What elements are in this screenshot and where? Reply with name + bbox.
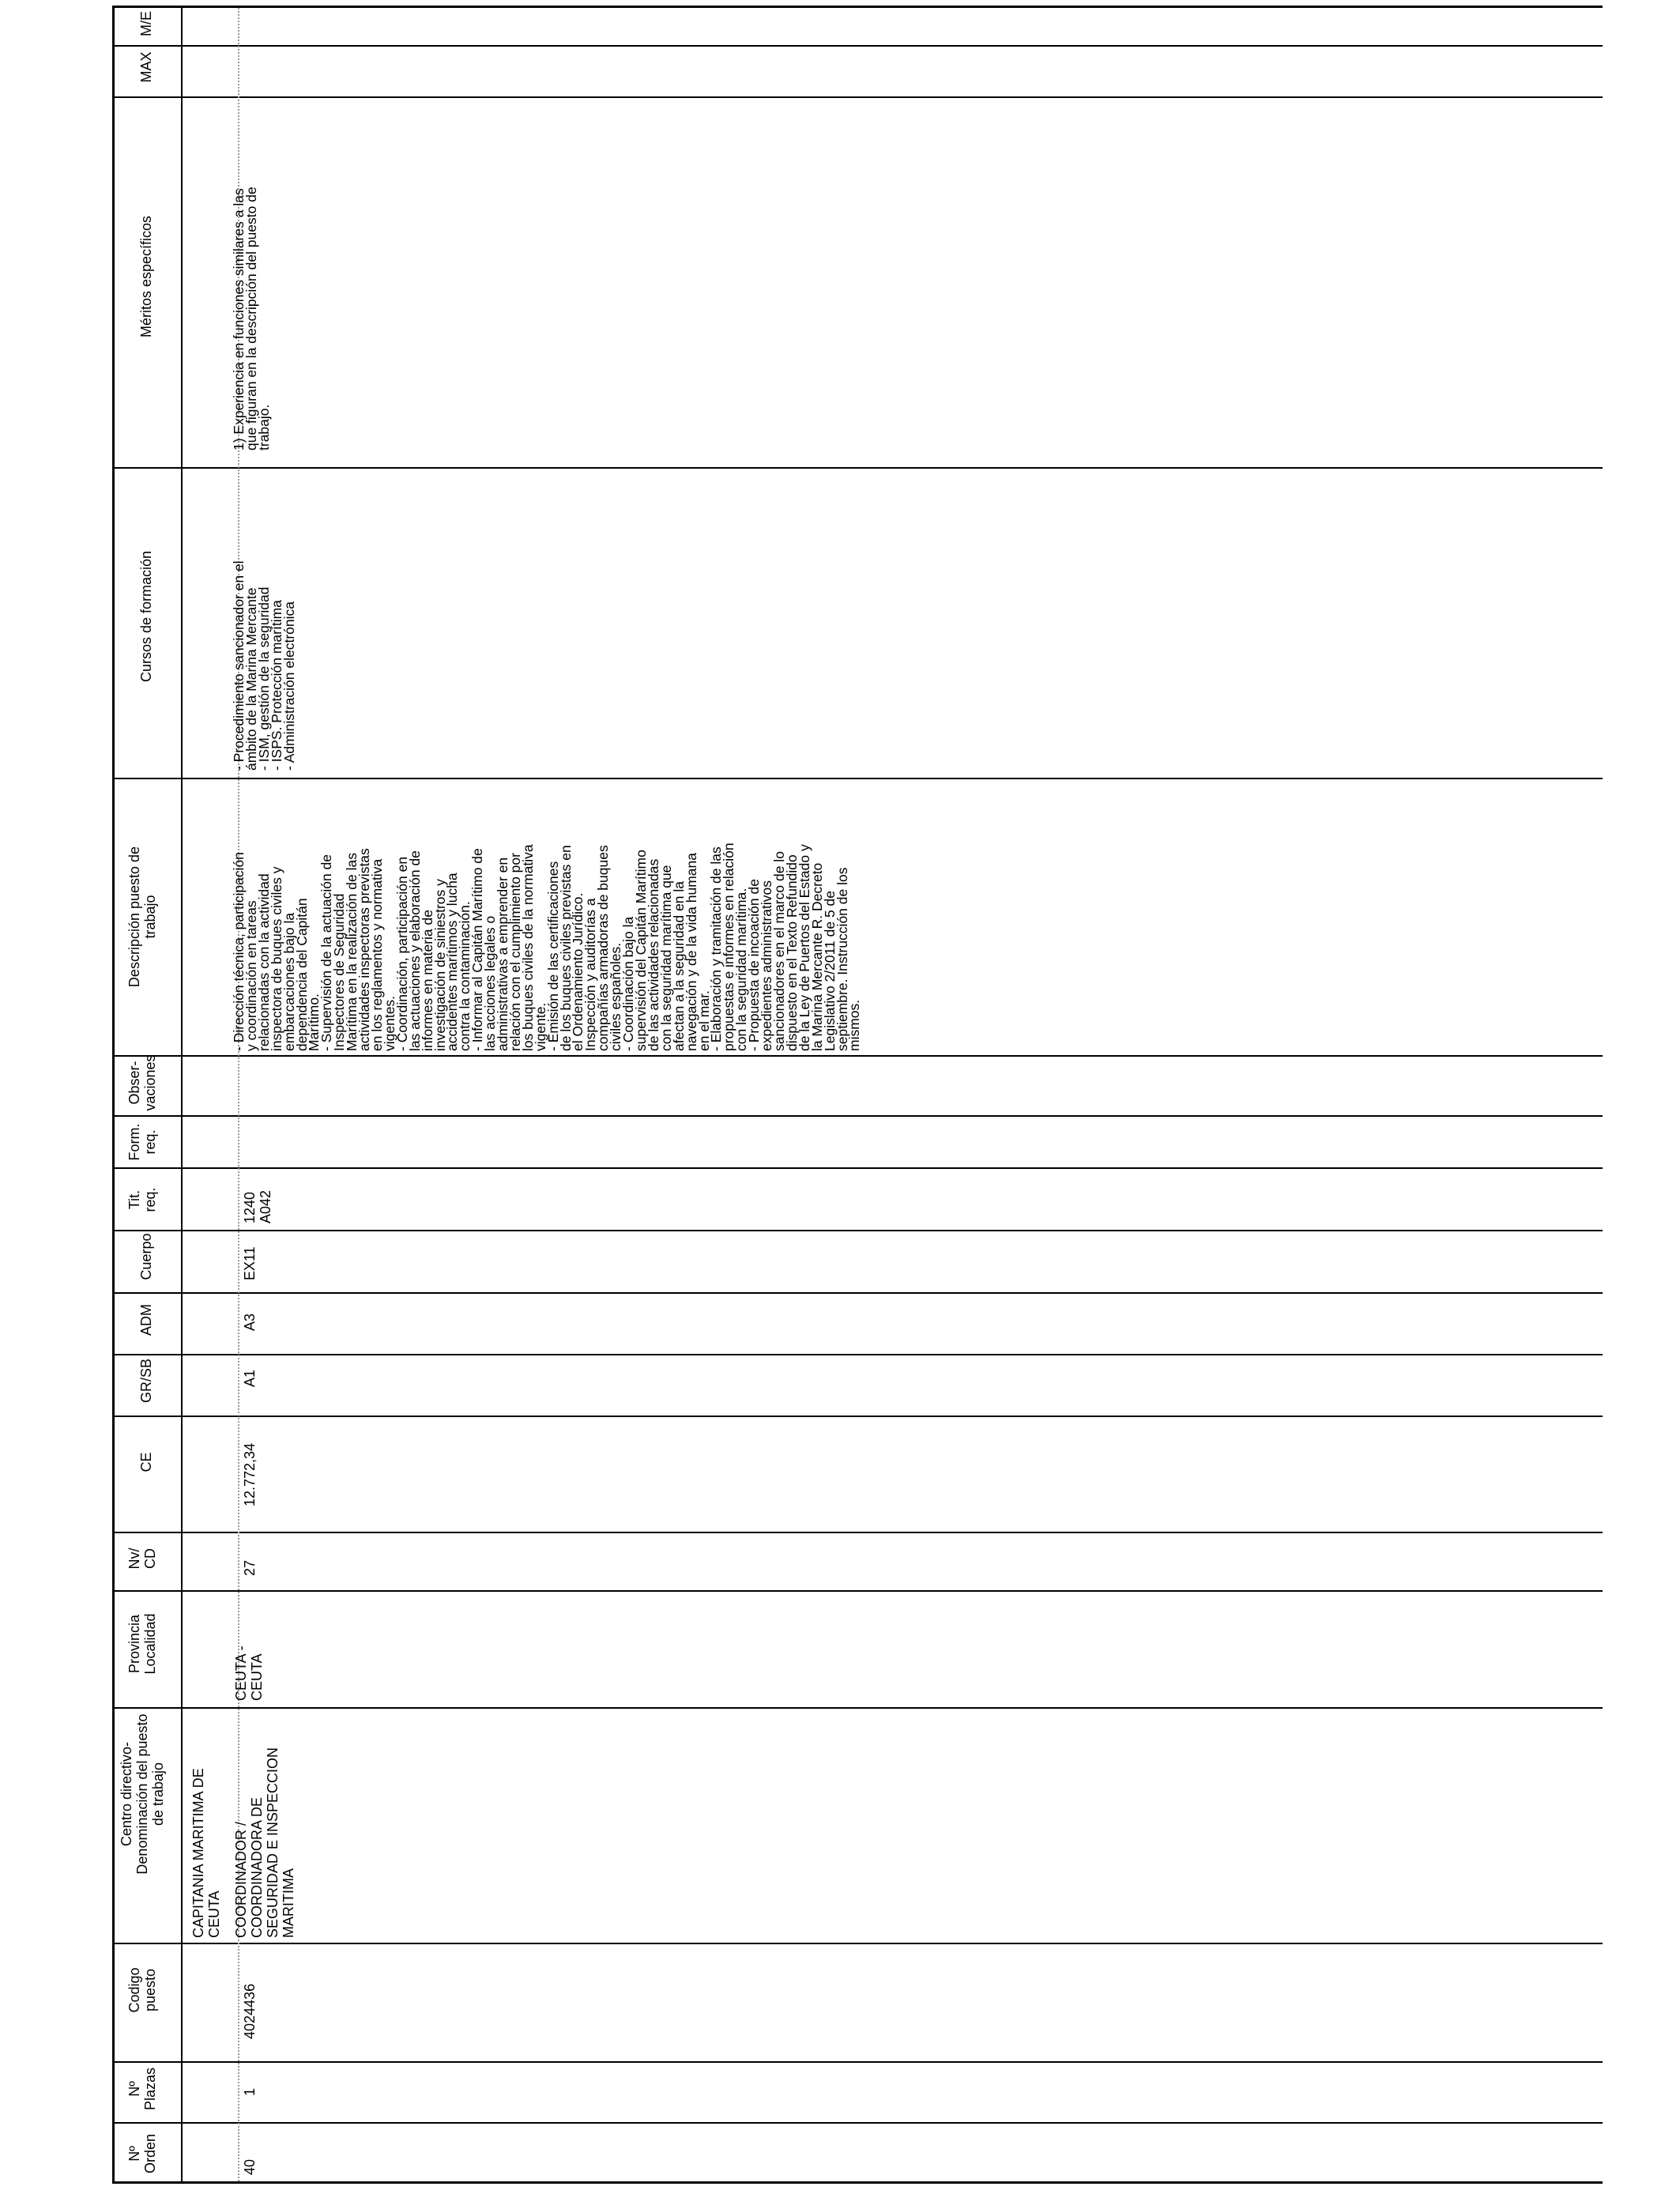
- header-centro: Centro directivo- Denominación del puesto de trabajo: [119, 1713, 166, 1875]
- column-border: [112, 1416, 1603, 1417]
- header-row-border: [181, 6, 183, 2184]
- column-border: [112, 1532, 1603, 1533]
- header-adm: ADM: [138, 1304, 154, 1336]
- column-border: [112, 1590, 1603, 1592]
- header-descripcion: Descripción puesto de trabajo: [126, 846, 158, 988]
- header-nivel: Nv/ CD: [126, 1547, 158, 1570]
- table-bottom-border: [112, 2181, 1603, 2184]
- header-meritos: Méritos específicos: [138, 215, 154, 338]
- column-border: [112, 467, 1603, 469]
- column-border: [112, 2122, 1603, 2124]
- cell-descripcion: - Dirección técnica, participación y coordinación en tareas relacionadas con la actividad inspectora de buques civiles y embarcaciones bajo la dependencia del Capitán Marítimo. - Supervisión de la actuación de Inspectores de Seguridad Marítima en la realización de las actividades inspectoras previstas en los reglamentos y normativa vigentes. - Coordinación, participación en las actuaciones y elaboración de informes en materia de investigación de siniestros y accidentes marítimos y lucha contra la contaminación. - Informar al Capitán Marítimo de las acciones legales o administrativas a emprender en relación con el cumplimiento por los buques civiles de la normativa vigente. - Emisión de las certificaciones de los buques civiles previstas en el Ordenamiento Jurídico. Inspección y auditorías a compañías armadoras de buques civiles españoles. - Coordinación bajo la supervisión del Capitán Marítimo de las actividades relacionadas con la seguridad marítima que afectan a la seguridad en la navegación y de la vida humana en el mar. - Elaboración y tramitación de las propuestas e informes en relación con la seguridad marítima. - Propuesta de incoación de expedientes administrativos sancionadores en el marco de lo dispuesto en el Texto Refundido de la Ley de Puertos del Estado y la Marina Mercante R. Decreto Legislativo 2/2011 de 5 de septiembre. Instrucción de los mismos.: [231, 843, 863, 1051]
- cell-grupo: A1: [242, 1369, 258, 1387]
- column-border: [112, 1167, 1603, 1169]
- header-max: MAX: [138, 51, 154, 83]
- column-border: [112, 1354, 1603, 1355]
- column-border: [112, 2061, 1603, 2063]
- cell-meritos: 1) Experiencia en funciones similares a las que figuran en la descripción del puesto de trabajo.: [231, 187, 272, 450]
- cell-cursos: - Procedimiento sancionador en el ámbito de la Marina Mercante - ISM, gestión de la seguridad - ISPS. Protección marítima - Administración electrónica: [231, 560, 297, 771]
- cell-ce: 12.772,34: [242, 1442, 258, 1506]
- header-cursos: Cursos de formación: [138, 550, 154, 683]
- header-formacion: Form. req.: [126, 1123, 158, 1161]
- cell-denominacion: COORDINADOR / COORDINADORA DE SEGURIDAD E INSPECCION MARITIMA: [233, 1747, 296, 1938]
- cell-cuerpo: EX11: [242, 1246, 258, 1280]
- table-left-border: [112, 6, 115, 2184]
- column-border: [112, 1115, 1603, 1117]
- cell-adm: A3: [242, 1313, 258, 1331]
- header-cuerpo: Cuerpo: [138, 1233, 154, 1280]
- header-observaciones: Obser- vaciones: [126, 1054, 158, 1111]
- header-grupo: GR/SB: [138, 1359, 154, 1404]
- column-border: [112, 1707, 1603, 1709]
- header-ce: CE: [138, 1452, 154, 1472]
- cell-codigo: 4024436: [242, 1983, 258, 2039]
- cell-provincia: CEUTA - CEUTA: [233, 1646, 265, 1701]
- group-title: CAPITANIA MARITIMA DE CEUTA: [190, 1768, 222, 1938]
- table-top-border: [112, 6, 1603, 8]
- header-me: M/E: [138, 11, 154, 37]
- cell-titulacion: 1240 A042: [242, 1189, 273, 1223]
- column-border: [112, 96, 1603, 98]
- column-border: [112, 778, 1603, 779]
- column-border: [112, 1055, 1603, 1057]
- cell-plazas: 1: [242, 2087, 258, 2096]
- header-plazas: Nº Plazas: [126, 2067, 158, 2111]
- header-provincia: Provincia Localidad: [126, 1613, 158, 1675]
- cell-orden: 40: [242, 2158, 258, 2175]
- column-border: [112, 1292, 1603, 1294]
- header-codigo: Codigo puesto: [126, 1967, 158, 2013]
- header-titulacion: Tit. req.: [126, 1187, 158, 1212]
- column-border: [112, 1943, 1603, 1944]
- column-border: [112, 45, 1603, 47]
- column-border: [112, 1230, 1603, 1231]
- cell-nivel: 27: [242, 1559, 258, 1576]
- header-orden: Nº Orden: [126, 2133, 158, 2174]
